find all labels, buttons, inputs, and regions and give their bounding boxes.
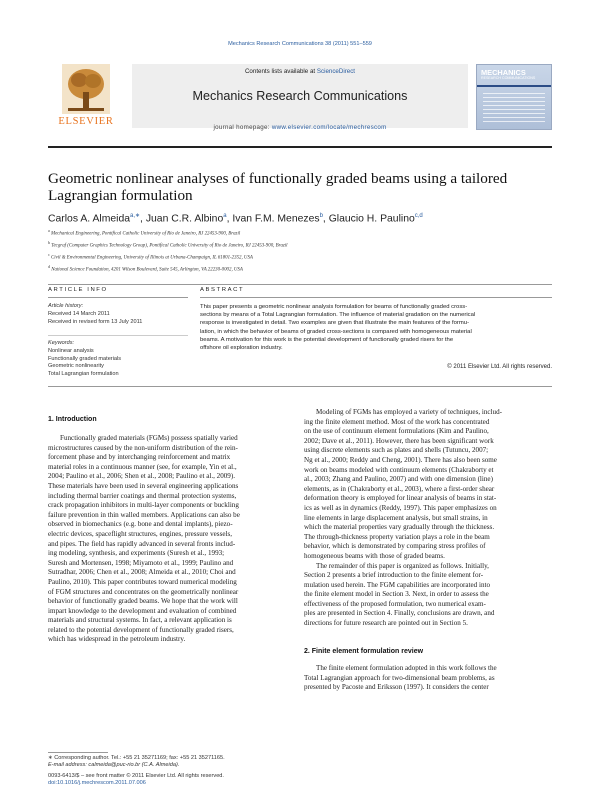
homepage-label: journal homepage:: [213, 124, 272, 131]
journal-cover-thumbnail: [476, 64, 552, 130]
masthead-divider: [48, 146, 552, 148]
affiliation-list: [48, 227, 552, 276]
abstract-line: beams. A motivation for this work is the potential development of functionally graded risers for the: [200, 336, 454, 343]
body-line: impart knowledge to the development and evaluation of combined: [48, 606, 237, 615]
author-name: Glaucio H. Paulino: [328, 213, 415, 225]
body-line: crack propagation inhibitors in multi-layer components or buckling: [48, 501, 239, 510]
affiliation: [48, 227, 552, 239]
body-line: Modeling of FGMs has employed a variety of techniques, includ-: [316, 408, 502, 416]
email-note[interactable]: E-mail address: calmeida@puc-rio.br (C.A. Almeida).: [48, 762, 180, 769]
body-line: The finite element formulation adopted in this work follows the: [316, 664, 497, 672]
body-line: behavior, which is demonstrated by comparing stress profiles of: [304, 542, 486, 551]
body-line: Sutradhar, 2006; Chen et al., 2008; Almeida et al., 2010; Choi and: [48, 568, 236, 577]
fem-review-body: [304, 664, 552, 693]
keywords-divider: [48, 335, 188, 336]
journal-homepage: [132, 124, 468, 131]
body-line: presented by Pacoste and Eriksson (1997). It considers the center: [304, 683, 489, 692]
title-line: Geometric nonlinear analyses of functionally graded beams using a tailored: [48, 170, 508, 187]
abstract-line: This paper presents a geometric nonlinear analysis formulation for beams of functionally graded cross-: [200, 304, 468, 310]
body-line: Ng et al., 2000; Reddy and Cheng, 2001). There has also been some: [304, 455, 497, 464]
section-divider: [48, 284, 552, 285]
masthead-panel: [132, 64, 468, 128]
body-line: of FGM structures and concentrates on the geometrically nonlinear: [48, 587, 239, 596]
journal-masthead: [48, 64, 552, 134]
body-line: forcement phase and by interchanging reinforcement and matrix: [48, 453, 231, 462]
affiliation: [48, 251, 552, 263]
right-column-body: [304, 408, 552, 629]
abstract-copyright: © 2011 Elsevier Ltd. All rights reserved.: [447, 364, 552, 370]
body-line: 2004; Paulino et al., 2006; Shen et al., 2008; Paulino et al., 2009).: [48, 472, 235, 481]
history-label: Article history:: [48, 303, 84, 309]
contents-label: Contents lists available at: [244, 68, 317, 75]
corresponding-author-note: ∗ Corresponding author. Tel.: +55 21 35271169; fax: +55 21 35271165.: [48, 755, 225, 761]
body-line: homogeneous beams with those of graded beams.: [304, 551, 445, 560]
cover-band: [477, 85, 552, 87]
affiliation-text: Tecgraf (Computer Graphics Technology Group), Pontifical Catholic University of Rio de Janeiro, RJ 22453-900, Brazil: [51, 243, 288, 249]
body-line: The through-thickness property variation plays a role in the beam: [304, 532, 490, 541]
journal-reference[interactable]: Mechanics Research Communications 38 (2011) 551–559: [228, 41, 372, 47]
body-line: materials and structural systems. In fact, a relevant application is: [48, 616, 232, 625]
sciencedirect-link[interactable]: ScienceDirect: [316, 68, 356, 75]
author-affiliation-mark[interactable]: b: [319, 213, 323, 219]
elsevier-logo: [48, 64, 124, 130]
author-name: Ivan F.M. Menezes: [232, 213, 320, 225]
doi-link[interactable]: doi:10.1016/j.mechrescom.2011.07.006: [48, 780, 146, 787]
author-name: Juan C.R. Albino: [145, 213, 224, 225]
publisher-wordmark: ELSEVIER: [58, 116, 114, 127]
body-line: ing the finite element method. Most of the work has concentrated: [304, 417, 490, 426]
body-line: elements, as in (Chakraborty et al., 2003), where a first-order shear: [304, 484, 495, 493]
article-info-heading: ARTICLE INFO: [48, 287, 108, 293]
body-line: related to the potential development of functionally graded risers,: [48, 625, 234, 634]
article-info-divider: [48, 297, 188, 298]
body-line: Functionally graded materials (FGMs) possess spatially varied: [60, 434, 238, 442]
article-title: [48, 170, 552, 204]
body-line: using discrete elements such as plates and shells (Tutuncu, 2007;: [304, 446, 489, 455]
body-line: on the use of continuum element formulations (Kim and Paulino,: [304, 427, 489, 436]
affiliation-text: National Science Foundation, 4201 Wilson Boulevard, Suite 545, Arlington, VA 22230-0002, USA: [51, 268, 243, 273]
keyword: Functionally graded materials: [48, 355, 122, 362]
body-line: ples are presented in Section 4. Finally, conclusions are drawn, and: [304, 609, 495, 618]
journal-title: Mechanics Research Communications: [192, 89, 408, 103]
front-matter-divider: [48, 386, 552, 387]
section-heading-fem-review: 2. Finite element formulation review: [304, 648, 424, 655]
body-line: work on beams modeled with continuum elements (Chakraborty et: [304, 465, 494, 474]
body-line: electric devices, spaceflight structures, engines, pressure vessels,: [48, 529, 232, 538]
author-name: Carlos A. Almeida: [48, 213, 131, 225]
body-line: mulation used herein. The FGM capabilities are incorporated into: [304, 580, 491, 589]
affiliation-mark: d: [48, 264, 50, 270]
body-line: effectiveness of the proposed formulation, two numerical exam-: [304, 599, 486, 608]
keywords-label: Keywords:: [48, 340, 75, 346]
introduction-body: [48, 434, 296, 645]
body-line: material roles in a continuous manner (see, for example, Yin et al.,: [48, 462, 237, 471]
keyword-list: [48, 340, 188, 379]
revised-date: Received in revised form 13 July 2011: [48, 318, 143, 325]
body-line: directions for future research are pointed out in Section 5.: [304, 619, 468, 628]
body-line: observed in biomechanics (e.g. bone and dental implants), piezo-: [48, 520, 233, 529]
body-line: These materials have been used in several engineering applications: [48, 481, 239, 490]
body-line: deformation theory is employed for linear analysis of beams in stat-: [304, 494, 497, 503]
body-line: which the material properties vary gradually through the thickness.: [304, 523, 495, 532]
title-line: Lagrangian formulation: [48, 187, 193, 204]
abstract-line: response is investigated in detail. Two examples are given that illustrate the main features of the formu-: [200, 320, 470, 327]
affiliation-mark: c: [48, 252, 50, 258]
contents-line: [132, 68, 468, 75]
body-line: behavior of functionally graded beams. We hope that the work will: [48, 597, 238, 606]
author-affiliation-mark[interactable]: c,d: [414, 213, 423, 219]
author-affiliation-mark[interactable]: a,∗: [130, 213, 141, 219]
body-line: which has widespread in the petroleum industry.: [48, 635, 186, 644]
affiliation-mark: b: [48, 240, 50, 246]
abstract-line: offshore oil exploration industry.: [200, 345, 283, 352]
abstract-line: sections by means of a Total Lagrangian formulation. The influence of material gradation on the numerical: [200, 312, 476, 319]
body-line: al., 2003; Zhang and Paulino, 2007) and with one dimension (line): [304, 475, 493, 484]
article-history: [48, 303, 188, 326]
affiliation: [48, 239, 552, 251]
body-line: ics as well as in dynamics (Reddy, 1997). This paper emphasizes on: [304, 503, 497, 512]
received-date: Received 14 March 2011: [48, 310, 110, 317]
abstract-divider: [200, 297, 552, 298]
author-affiliation-mark[interactable]: a: [223, 213, 227, 219]
issn-line: 0093-6413/$ – see front matter © 2011 Elsevier Ltd. All rights reserved.: [48, 773, 224, 779]
affiliation-text: Civil & Environmental Engineering, University of Illinois at Urbana-Champaign, IL 61801-2352, USA: [51, 255, 253, 261]
affiliation-text: Mechanical Engineering, Pontifical Catholic University of Rio de Janeiro, RJ 22453-900, Brazil: [51, 231, 241, 237]
body-line: ing modeling, synthesis, and experiments (Suresh et al., 1993;: [48, 549, 225, 558]
section-heading-introduction: 1. Introduction: [48, 416, 97, 423]
keyword: Nonlinear analysis: [48, 347, 94, 354]
abstract-line: lation, in which the behavior of beams of graded cross-sections is compared with homogeneous material: [200, 328, 472, 335]
body-line: microstructures caused by the non-uniform distribution of the rein-: [48, 443, 238, 452]
author-list: Carlos A. Almeida$^{a,∗}$, Juan C.R. Albino$^a$, Ivan F.M. Menezes$^b$, Glaucio H. Paulino$^{c,d}$: [48, 213, 423, 225]
affiliation: [48, 263, 552, 275]
body-line: Total Lagrangian approach for two-dimensional beam problems, as: [304, 673, 495, 682]
keyword: Geometric nonlinearity: [48, 363, 104, 370]
issn-block: [48, 773, 300, 788]
cover-title: MECHANICS: [481, 68, 526, 77]
affiliation-mark: a: [48, 228, 50, 233]
cover-subtitle: RESEARCH COMMUNICATIONS: [481, 76, 536, 80]
body-line: Paulino, 2010). This paper contributes toward numerical modeling: [48, 577, 237, 586]
body-line: and pipes. The field has rapidly advanced in several fronts includ-: [48, 539, 236, 548]
cover-texture: [483, 93, 545, 123]
tree-icon: [62, 64, 110, 114]
body-line: The remainder of this paper is organized as follows. Initially,: [316, 561, 489, 570]
body-line: line elements in large displacement analysis, but small strains, in: [304, 513, 488, 522]
body-line: the finite element model in Section 3. Next, in order to assess the: [304, 590, 489, 599]
footnote-rule: [48, 752, 108, 753]
body-line: 2002; Dave et al., 2011). However, there has been significant work: [304, 436, 494, 445]
homepage-link[interactable]: www.elsevier.com/locate/mechrescom: [271, 124, 387, 131]
abstract-body: [200, 303, 552, 352]
keyword: Total Lagrangian formulation: [48, 371, 119, 378]
body-line: failure prevention in thin walled members. Applications can also be: [48, 510, 240, 519]
body-line: Section 2 presents a brief introduction to the finite element for-: [304, 571, 484, 580]
body-line: including thermal barrier coatings and thermal protection systems,: [48, 491, 237, 500]
corresponding-footnote: [48, 755, 296, 770]
abstract-heading: ABSTRACT: [200, 287, 245, 293]
body-line: Suresh and Mortensen, 1998; Miyamoto et al., 1999; Paulino and: [48, 558, 234, 567]
